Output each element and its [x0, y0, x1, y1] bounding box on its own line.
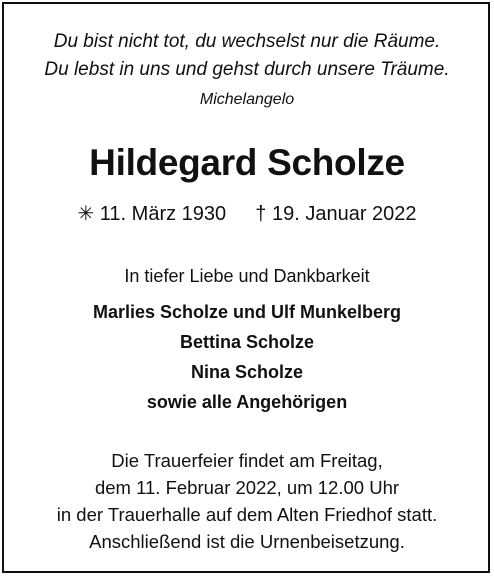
- life-dates: [0, 201, 494, 226]
- mourner-name: Bettina Scholze: [179, 332, 315, 352]
- quote-line-2: Du lebst in uns und gehst durch unsere Träume.: [44, 59, 450, 80]
- ceremony-line: in der Trauerhalle auf dem Alten Friedhof statt.: [56, 504, 438, 525]
- ceremony-line: Die Trauerfeier findet am Freitag,: [111, 450, 383, 471]
- deceased-name: Hildegard Scholze: [89, 142, 405, 183]
- death-cross-icon: †: [255, 203, 267, 225]
- quote-line-1: Du bist nicht tot, du wechselst nur die Räume.: [53, 31, 441, 52]
- ceremony-line: Anschließend ist die Urnenbeisetzung.: [89, 531, 405, 552]
- quote-author: Michelangelo: [199, 91, 295, 108]
- ceremony-line: dem 11. Februar 2022, um 12.00 Uhr: [94, 477, 400, 498]
- death-date: 19. Januar 2022: [271, 203, 417, 225]
- mourners-intro: In tiefer Liebe und Dankbarkeit: [124, 266, 370, 286]
- mourner-name: sowie alle Angehörigen: [146, 392, 348, 412]
- mourner-name: Marlies Scholze und Ulf Munkelberg: [92, 302, 402, 322]
- birth-star-icon: ✳: [77, 203, 95, 225]
- mourner-name: Nina Scholze: [190, 362, 304, 382]
- birth-date: 11. März 1930: [99, 203, 227, 225]
